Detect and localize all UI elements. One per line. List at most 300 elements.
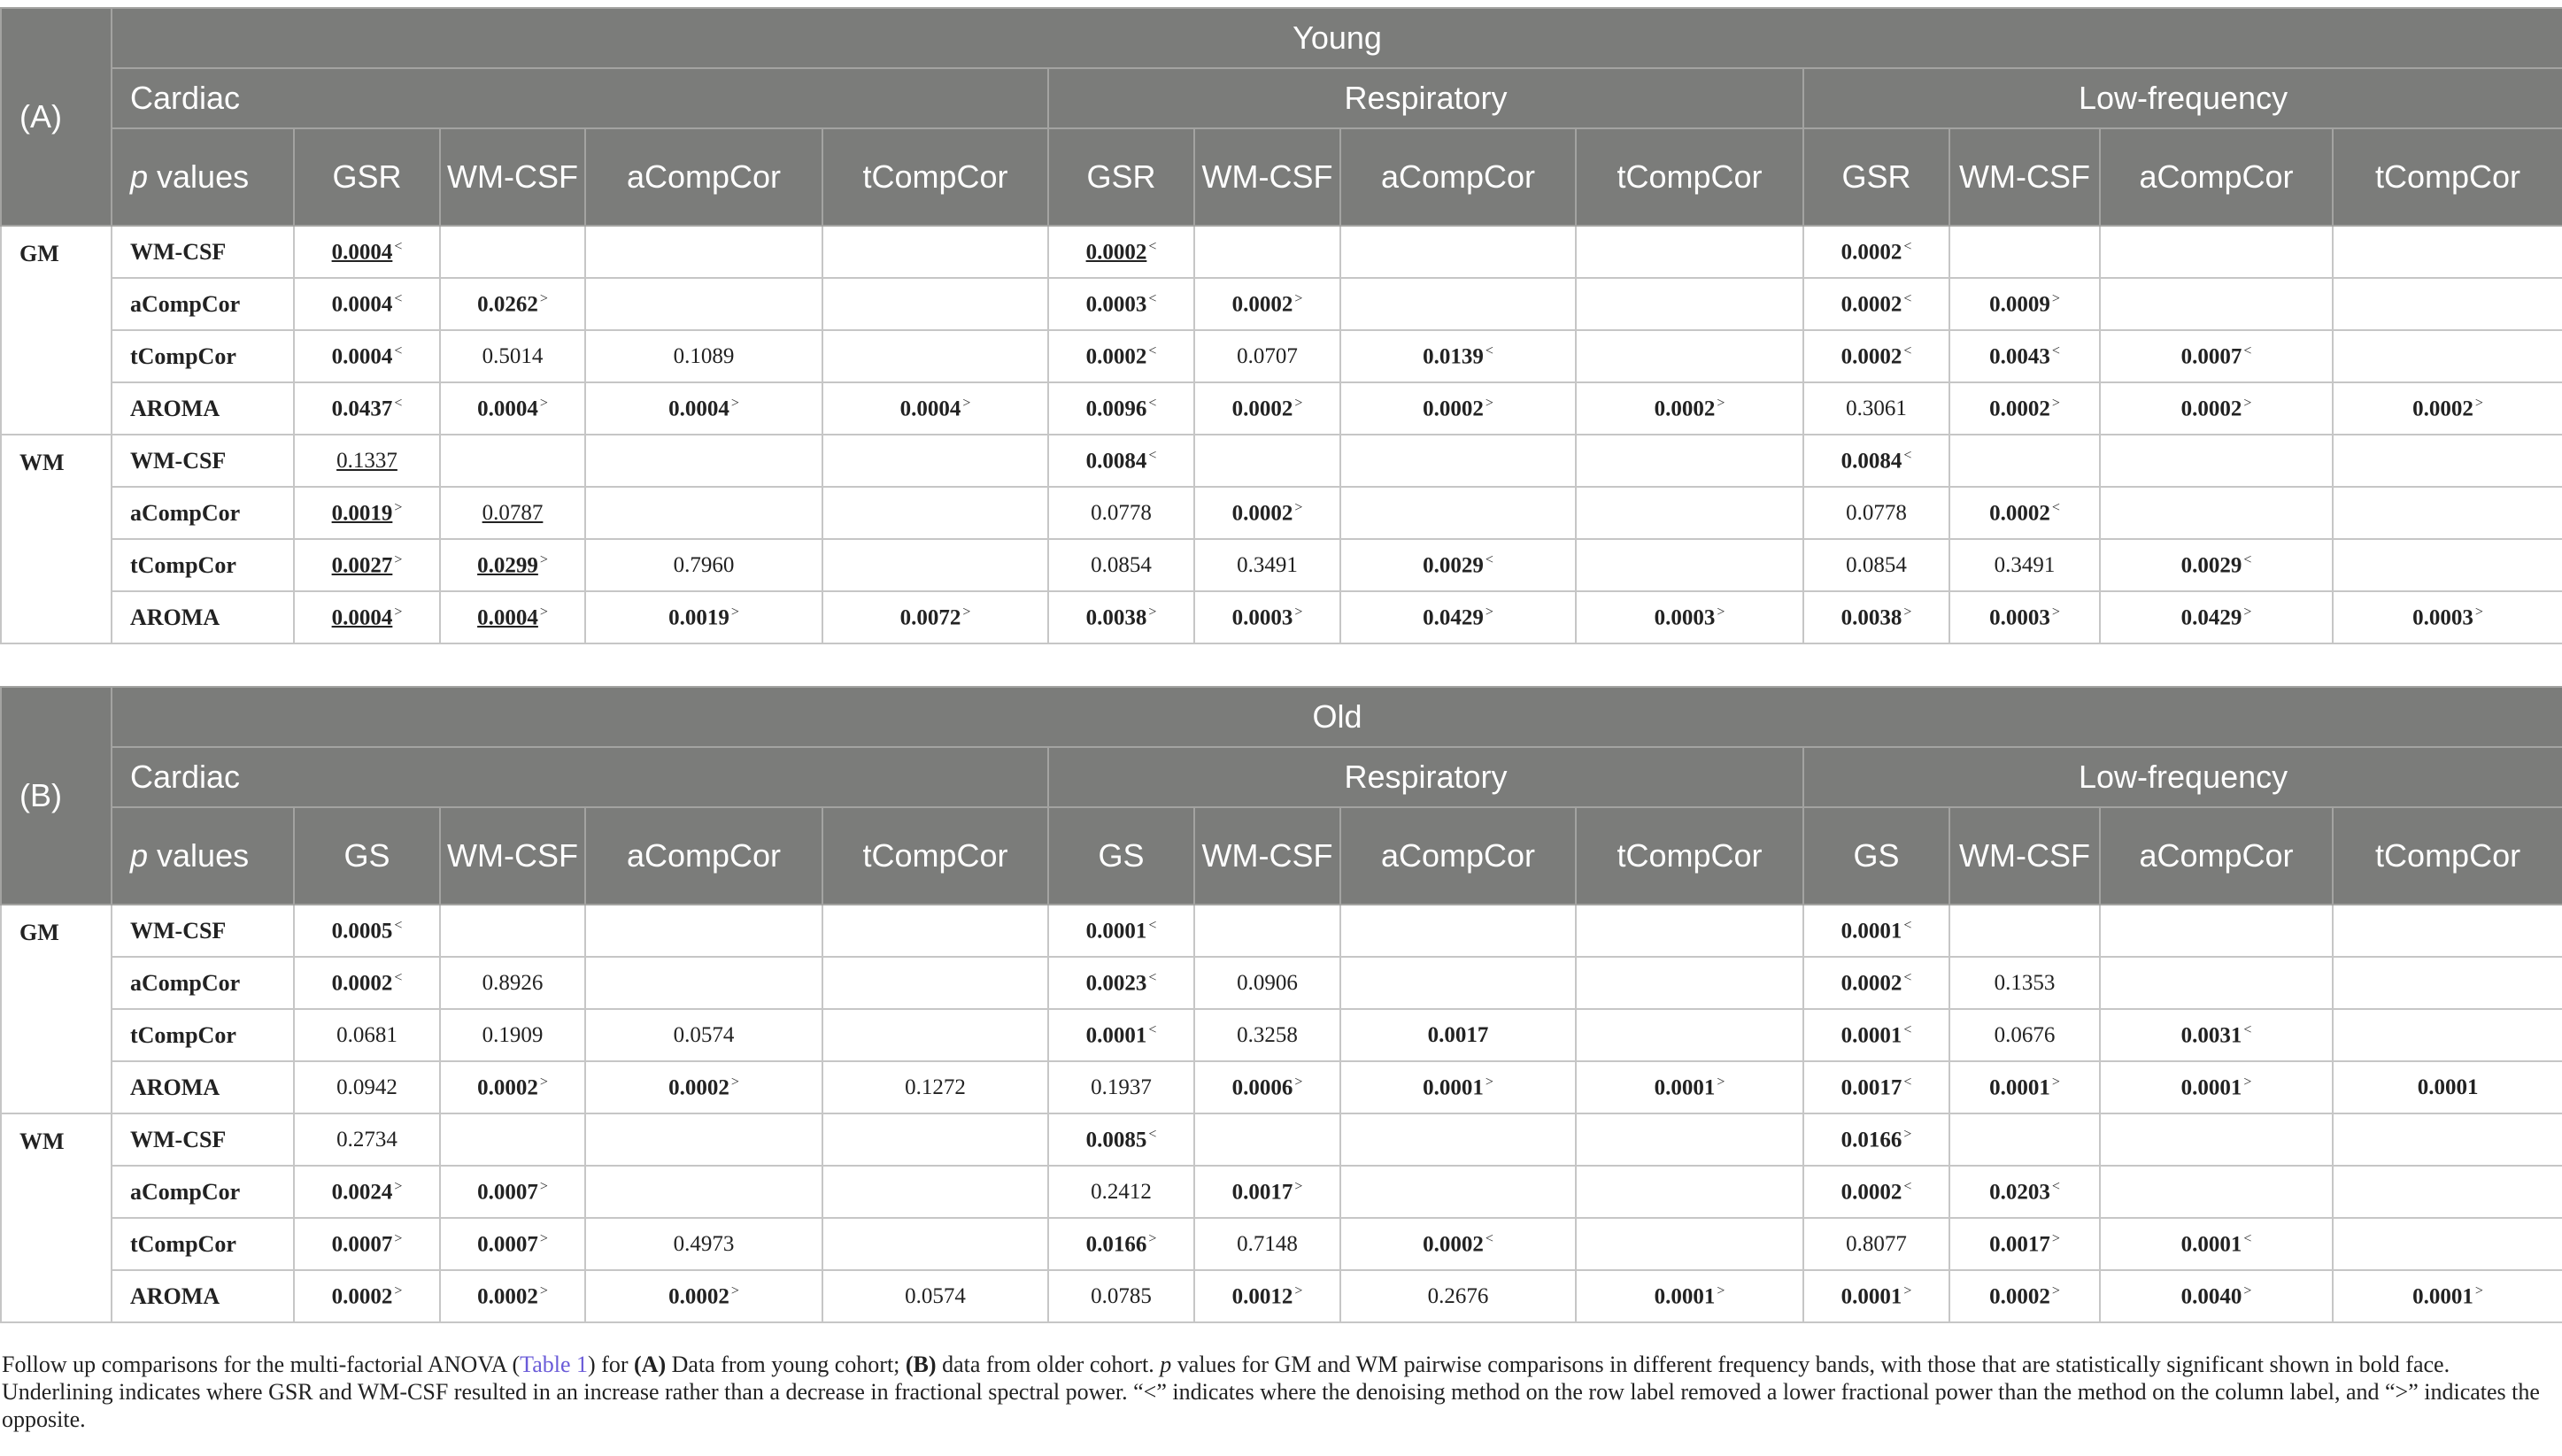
- p-value: 0.0001: [1840, 919, 1902, 944]
- p-value-cell: [2333, 591, 2562, 643]
- cohort-header: Young: [112, 8, 2562, 68]
- p-value: 0.0024: [331, 1180, 393, 1205]
- p-value-cell: [822, 1009, 1048, 1061]
- p-value-cell: [1340, 1218, 1576, 1270]
- p-value-cell: [440, 905, 585, 957]
- row-label: AROMA: [112, 1061, 294, 1113]
- p-value-cell: [2100, 330, 2333, 382]
- p-value: 0.0009: [1989, 292, 2050, 317]
- p-value: 0.0574: [905, 1283, 966, 1308]
- p-value: 0.0084: [1840, 449, 1902, 474]
- table-row: [1, 1113, 2562, 1166]
- column-header-gs: GS: [1048, 807, 1194, 905]
- p-value: 0.0001: [2180, 1075, 2242, 1100]
- direction-marker: >: [539, 604, 548, 620]
- p-value-cell: [822, 957, 1048, 1009]
- p-value-cell: [1576, 226, 1803, 278]
- p-value-cell: [1803, 1166, 1949, 1218]
- p-value: 0.0004: [668, 397, 729, 421]
- p-value-cell: [1949, 957, 2100, 1009]
- p-value-cell: [2100, 226, 2333, 278]
- p-value-cell: [1194, 278, 1340, 330]
- p-value-cell: [1803, 278, 1949, 330]
- p-value: 0.0004: [477, 397, 538, 421]
- p-value-cell: [294, 1113, 440, 1166]
- p-value-cell: [1194, 1218, 1340, 1270]
- p-value: 0.0002: [1840, 344, 1902, 369]
- p-value: 0.0017: [1989, 1232, 2050, 1257]
- direction-marker: >: [730, 1283, 739, 1298]
- p-value-cell: [294, 905, 440, 957]
- p-value-cell: [1803, 1218, 1949, 1270]
- p-value: 0.0017: [1427, 1022, 1489, 1047]
- p-value-cell: [440, 226, 585, 278]
- p-value: 0.0019: [331, 501, 393, 526]
- p-value-cell: [1576, 1009, 1803, 1061]
- direction-marker: >: [1717, 1283, 1725, 1298]
- p-value-cell: [822, 435, 1048, 487]
- direction-marker: <: [394, 343, 403, 358]
- p-value: 0.4973: [673, 1231, 735, 1256]
- table-1-link[interactable]: Table 1: [520, 1352, 589, 1377]
- p-value-cell: [1048, 382, 1194, 435]
- direction-marker: >: [2051, 1283, 2060, 1298]
- p-value: 0.0023: [1085, 971, 1147, 996]
- column-header-acompcor: aCompCor: [1340, 128, 1576, 226]
- p-value-cell: [1949, 487, 2100, 539]
- p-value: 0.0017: [1840, 1075, 1902, 1100]
- p-value: 0.1337: [336, 448, 397, 473]
- p-value-cell: [1803, 382, 1949, 435]
- p-value: 0.0002: [1231, 292, 1293, 317]
- p-value: 0.3061: [1846, 396, 1907, 420]
- p-value-cell: [1803, 330, 1949, 382]
- p-value: 0.0002: [1989, 397, 2050, 421]
- column-header-wm-csf: WM-CSF: [1949, 807, 2100, 905]
- p-value: 0.3258: [1237, 1022, 1298, 1047]
- direction-marker: >: [2051, 395, 2060, 411]
- p-value-cell: [585, 957, 822, 1009]
- p-value: 0.0942: [336, 1075, 397, 1099]
- p-value-cell: [1048, 330, 1194, 382]
- p-value-cell: [294, 226, 440, 278]
- p-value-cell: [2100, 539, 2333, 591]
- direction-marker: >: [539, 395, 548, 411]
- p-value-cell: [1949, 330, 2100, 382]
- p-value-cell: [585, 1218, 822, 1270]
- direction-marker: >: [394, 499, 403, 515]
- p-value-cell: [822, 487, 1048, 539]
- p-value-cell: [1048, 957, 1194, 1009]
- p-value-cell: [1340, 957, 1576, 1009]
- p-value-cell: [1576, 957, 1803, 1009]
- direction-marker: <: [1148, 290, 1157, 306]
- p-value: 0.0002: [1840, 240, 1902, 265]
- p-value-cell: [1576, 905, 1803, 957]
- column-header-wm-csf: WM-CSF: [1194, 128, 1340, 226]
- table-row: [1, 435, 2562, 487]
- p-value-cell: [2333, 226, 2562, 278]
- p-value: 0.2412: [1091, 1179, 1152, 1204]
- p-value: 0.0002: [1423, 1232, 1484, 1257]
- table-row: [1, 278, 2562, 330]
- p-value: 0.0429: [2180, 605, 2242, 630]
- p-value-cell: [440, 435, 585, 487]
- p-value: 0.7960: [673, 552, 735, 577]
- p-value-cell: [1949, 591, 2100, 643]
- direction-marker: <: [394, 238, 403, 254]
- p-value: 0.0002: [1989, 501, 2050, 526]
- p-value-cell: [1576, 539, 1803, 591]
- p-value: 0.0002: [1085, 344, 1147, 369]
- p-value: 0.0676: [1994, 1022, 2056, 1047]
- direction-marker: <: [394, 917, 403, 933]
- p-value-cell: [1576, 435, 1803, 487]
- p-value-cell: [294, 1061, 440, 1113]
- direction-marker: >: [2243, 1074, 2252, 1090]
- table-young: [0, 7, 2562, 644]
- p-value-cell: [2333, 278, 2562, 330]
- direction-marker: <: [1485, 551, 1493, 567]
- p-value-cell: [440, 487, 585, 539]
- p-value-cell: [2100, 591, 2333, 643]
- band-header-respiratory: Respiratory: [1048, 747, 1803, 807]
- p-value: 0.0001: [2180, 1232, 2242, 1257]
- row-label: aCompCor: [112, 487, 294, 539]
- direction-marker: >: [1294, 1283, 1303, 1298]
- p-value: 0.0001: [1989, 1075, 2050, 1100]
- column-header-wm-csf: WM-CSF: [440, 128, 585, 226]
- p-value: 0.0096: [1085, 397, 1147, 421]
- direction-marker: <: [1485, 1230, 1493, 1246]
- table-letter: (B): [1, 687, 112, 905]
- table-row: [1, 957, 2562, 1009]
- p-value: 0.0001: [1423, 1075, 1484, 1100]
- p-value-cell: [1949, 382, 2100, 435]
- p-value: 0.0002: [1231, 397, 1293, 421]
- p-value: 0.0001: [1654, 1284, 1716, 1309]
- p-value-cell: [585, 1113, 822, 1166]
- p-value: 0.0007: [477, 1180, 538, 1205]
- table-row: [1, 487, 2562, 539]
- p-value-cell: [1048, 1009, 1194, 1061]
- direction-marker: >: [2243, 395, 2252, 411]
- caption-label-b: (B): [905, 1352, 937, 1377]
- p-value-cell: [1194, 1113, 1340, 1166]
- row-label: WM-CSF: [112, 435, 294, 487]
- p-value-cell: [1194, 905, 1340, 957]
- p-value-cell: [585, 1270, 822, 1322]
- direction-marker: <: [1148, 1021, 1157, 1037]
- direction-marker: <: [1903, 238, 1912, 254]
- p-value-cell: [2100, 1270, 2333, 1322]
- direction-marker: >: [2474, 1283, 2483, 1298]
- p-value: 0.0043: [1989, 344, 2050, 369]
- p-value: 0.0707: [1237, 343, 1298, 368]
- direction-marker: <: [1148, 917, 1157, 933]
- p-value: 0.0012: [1231, 1284, 1293, 1309]
- band-header-low-frequency: Low-frequency: [1803, 68, 2562, 128]
- p-value-cell: [294, 1166, 440, 1218]
- p-value-cell: [1048, 1270, 1194, 1322]
- p-value-cell: [585, 382, 822, 435]
- p-value-cell: [1340, 382, 1576, 435]
- p-value: 0.0778: [1846, 500, 1907, 525]
- p-value-cell: [585, 1061, 822, 1113]
- direction-marker: <: [1903, 917, 1912, 933]
- p-value-cell: [2333, 1166, 2562, 1218]
- p-value-cell: [585, 278, 822, 330]
- direction-marker: >: [1294, 395, 1303, 411]
- p-value-cell: [822, 226, 1048, 278]
- p-value-cell: [822, 1270, 1048, 1322]
- region-label: GM: [1, 905, 112, 1113]
- p-value-cell: [1949, 278, 2100, 330]
- p-value: 0.0002: [331, 1284, 393, 1309]
- p-value-cell: [1048, 539, 1194, 591]
- p-value: 0.0002: [2180, 397, 2242, 421]
- table-row: [1, 1270, 2562, 1322]
- p-value-cell: [1576, 330, 1803, 382]
- p-value: 0.8926: [482, 970, 544, 995]
- p-value-cell: [1340, 591, 1576, 643]
- row-label: WM-CSF: [112, 1113, 294, 1166]
- column-header-gs: GS: [294, 807, 440, 905]
- column-header-tcompcor: tCompCor: [1576, 128, 1803, 226]
- direction-marker: >: [539, 1074, 548, 1090]
- p-value: 0.0002: [1840, 971, 1902, 996]
- p-value-cell: [294, 1009, 440, 1061]
- direction-marker: <: [1148, 238, 1157, 254]
- direction-marker: <: [1485, 343, 1493, 358]
- region-label: WM: [1, 435, 112, 643]
- p-value: 0.0854: [1846, 552, 1907, 577]
- direction-marker: >: [962, 395, 971, 411]
- p-value-cell: [294, 487, 440, 539]
- direction-marker: >: [730, 1074, 739, 1090]
- p-value-cell: [1949, 1166, 2100, 1218]
- p-value-cell: [1048, 1166, 1194, 1218]
- p-value: 0.0002: [1840, 292, 1902, 317]
- p-value-cell: [2333, 1113, 2562, 1166]
- p-value: 0.0203: [1989, 1180, 2050, 1205]
- direction-marker: <: [2243, 551, 2252, 567]
- p-value-cell: [294, 278, 440, 330]
- header-row-columns: [1, 807, 2562, 905]
- direction-marker: <: [1148, 969, 1157, 985]
- p-value: 0.0574: [673, 1022, 735, 1047]
- p-value: 0.0002: [1231, 501, 1293, 526]
- p-value-cell: [2100, 1166, 2333, 1218]
- p-value-cell: [294, 330, 440, 382]
- p-values-header: p values: [112, 128, 294, 226]
- p-value-cell: [2333, 382, 2562, 435]
- p-value-cell: [822, 539, 1048, 591]
- table-row: [1, 1061, 2562, 1113]
- direction-marker: <: [1903, 969, 1912, 985]
- p-value-cell: [822, 1061, 1048, 1113]
- p-value: 0.0002: [331, 971, 393, 996]
- column-header-wm-csf: WM-CSF: [440, 807, 585, 905]
- table-row: [1, 1009, 2562, 1061]
- column-header-acompcor: aCompCor: [2100, 128, 2333, 226]
- direction-marker: <: [394, 395, 403, 411]
- p-value-cell: [2333, 1218, 2562, 1270]
- p-value: 0.0002: [1423, 397, 1484, 421]
- row-label: AROMA: [112, 1270, 294, 1322]
- p-value-cell: [2333, 1009, 2562, 1061]
- p-value: 0.5014: [482, 343, 544, 368]
- p-value: 0.0040: [2180, 1284, 2242, 1309]
- p-value-cell: [1048, 1061, 1194, 1113]
- p-value-cell: [1048, 1218, 1194, 1270]
- p-value: 0.0778: [1091, 500, 1152, 525]
- p-value: 0.0019: [668, 605, 729, 630]
- p-value-cell: [822, 278, 1048, 330]
- table-row: [1, 226, 2562, 278]
- p-value-cell: [294, 957, 440, 1009]
- direction-marker: >: [1485, 1074, 1493, 1090]
- column-header-wm-csf: WM-CSF: [1949, 128, 2100, 226]
- column-header-gsr: GSR: [1048, 128, 1194, 226]
- p-value: 0.0002: [1989, 1284, 2050, 1309]
- p-value-cell: [1340, 278, 1576, 330]
- direction-marker: >: [2474, 604, 2483, 620]
- p-value-cell: [1576, 591, 1803, 643]
- p-value-cell: [1949, 905, 2100, 957]
- p-value: 0.0001: [1654, 1075, 1716, 1100]
- p-value-cell: [1803, 591, 1949, 643]
- p-value: 0.0003: [1085, 292, 1147, 317]
- p-value-cell: [1949, 435, 2100, 487]
- column-header-tcompcor: tCompCor: [2333, 128, 2562, 226]
- direction-marker: <: [1148, 343, 1157, 358]
- direction-marker: >: [539, 290, 548, 306]
- direction-marker: >: [394, 1230, 403, 1246]
- p-value-cell: [1576, 487, 1803, 539]
- direction-marker: <: [394, 290, 403, 306]
- table-old: [0, 686, 2562, 1323]
- p-value-cell: [440, 330, 585, 382]
- band-header-cardiac: Cardiac: [112, 68, 1048, 128]
- p-value-cell: [585, 330, 822, 382]
- p-value-cell: [1949, 539, 2100, 591]
- row-label: AROMA: [112, 382, 294, 435]
- direction-marker: <: [394, 969, 403, 985]
- p-value: 0.0003: [2412, 605, 2473, 630]
- p-value-cell: [1340, 435, 1576, 487]
- direction-marker: >: [2051, 290, 2060, 306]
- p-value: 0.0004: [899, 397, 961, 421]
- direction-marker: >: [1717, 395, 1725, 411]
- p-value-cell: [1340, 1166, 1576, 1218]
- caption-text-2: ) for: [588, 1352, 635, 1377]
- p-value-cell: [1949, 226, 2100, 278]
- p-value-cell: [1803, 487, 1949, 539]
- p-value: 0.2676: [1427, 1283, 1489, 1308]
- p-value-cell: [1340, 1270, 1576, 1322]
- p-value: 0.0001: [2417, 1075, 2479, 1099]
- p-value-cell: [1576, 1061, 1803, 1113]
- p-value: 0.0004: [331, 605, 393, 630]
- caption-text-4: data from older cohort.: [936, 1352, 1161, 1377]
- p-values-header: p values: [112, 807, 294, 905]
- p-value-cell: [1048, 591, 1194, 643]
- p-value: 0.0002: [1840, 1180, 1902, 1205]
- direction-marker: >: [1903, 1126, 1912, 1142]
- p-value-cell: [822, 382, 1048, 435]
- p-value: 0.8077: [1846, 1231, 1907, 1256]
- caption-text-5: values for GM and WM pairwise comparisons in different frequency bands, with those that are statistically significant shown in bold face. Underlining indicates where GSR and WM-CSF resulted in an increase rather than a decrease in fractional spectral power. “<” indicates where the denoising method on the row label removed a lower fractional power than the method on the column label, and “>” indicates the opposite.: [2, 1352, 2540, 1433]
- caption-label-a: (A): [634, 1352, 667, 1377]
- direction-marker: >: [2051, 1074, 2060, 1090]
- p-value-cell: [585, 435, 822, 487]
- p-value-cell: [294, 382, 440, 435]
- region-label: GM: [1, 226, 112, 435]
- direction-marker: <: [2051, 499, 2060, 515]
- p-value-cell: [822, 1218, 1048, 1270]
- p-value: 0.1272: [905, 1075, 966, 1099]
- direction-marker: >: [730, 604, 739, 620]
- row-label: aCompCor: [112, 278, 294, 330]
- p-value-cell: [2100, 487, 2333, 539]
- p-value: 0.1937: [1091, 1075, 1152, 1099]
- direction-marker: <: [1148, 447, 1157, 463]
- p-value-cell: [1949, 1009, 2100, 1061]
- p-value: 0.0166: [1085, 1232, 1147, 1257]
- p-value: 0.0139: [1423, 344, 1484, 369]
- p-value: 0.0299: [477, 553, 538, 578]
- p-value: 0.0027: [331, 553, 393, 578]
- band-header-cardiac: Cardiac: [112, 747, 1048, 807]
- p-value-cell: [440, 1270, 585, 1322]
- row-label: tCompCor: [112, 1009, 294, 1061]
- p-value-cell: [822, 1166, 1048, 1218]
- p-value-cell: [822, 591, 1048, 643]
- p-value: 0.0681: [336, 1022, 397, 1047]
- p-value: 0.0029: [1423, 553, 1484, 578]
- table-row: [1, 905, 2562, 957]
- column-header-gs: GS: [1803, 807, 1949, 905]
- p-value-cell: [1803, 435, 1949, 487]
- p-value-cell: [822, 905, 1048, 957]
- direction-marker: <: [2051, 343, 2060, 358]
- p-value: 0.0002: [1085, 240, 1147, 265]
- p-value-cell: [440, 957, 585, 1009]
- p-value: 0.0002: [2412, 397, 2473, 421]
- direction-marker: >: [1294, 499, 1303, 515]
- p-value-cell: [1194, 487, 1340, 539]
- direction-marker: <: [2243, 1021, 2252, 1037]
- direction-marker: <: [2243, 1230, 2252, 1246]
- p-value: 0.0031: [2180, 1023, 2242, 1048]
- p-value-cell: [1048, 226, 1194, 278]
- p-value: 0.0002: [477, 1075, 538, 1100]
- p-value-cell: [294, 591, 440, 643]
- p-value-cell: [585, 591, 822, 643]
- p-value-cell: [294, 539, 440, 591]
- column-header-gsr: GSR: [294, 128, 440, 226]
- row-label: aCompCor: [112, 1166, 294, 1218]
- direction-marker: >: [1148, 604, 1157, 620]
- row-label: tCompCor: [112, 1218, 294, 1270]
- p-value-cell: [1340, 1061, 1576, 1113]
- row-label: WM-CSF: [112, 905, 294, 957]
- p-value: 0.0785: [1091, 1283, 1152, 1308]
- p-value-cell: [2333, 1061, 2562, 1113]
- p-value-cell: [1340, 226, 1576, 278]
- direction-marker: <: [1148, 1126, 1157, 1142]
